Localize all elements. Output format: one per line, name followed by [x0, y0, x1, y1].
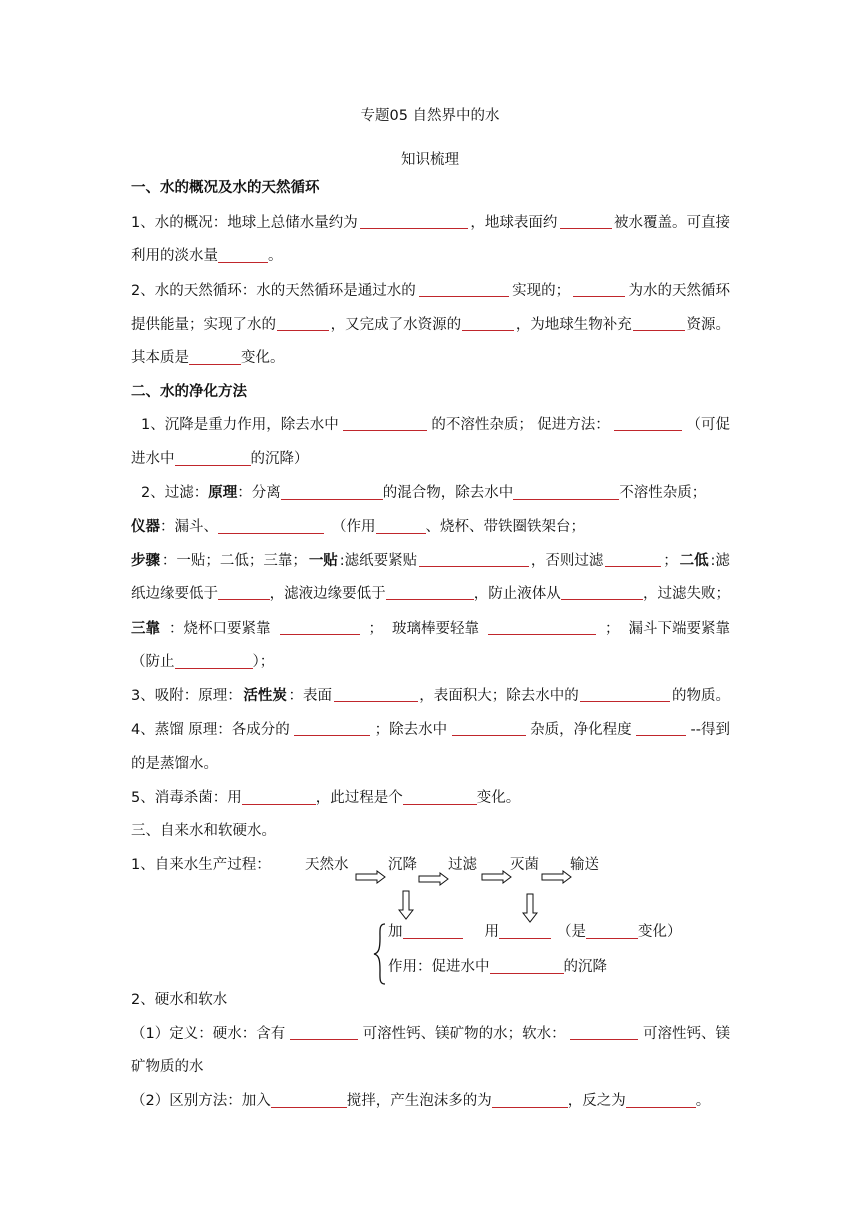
text: 玻璃棒要轻靠 [392, 621, 479, 637]
text: 不溶性杂质； [619, 485, 707, 501]
flow-step: 天然水 [305, 857, 349, 873]
flow-label: 1、自来水生产过程： [131, 857, 271, 873]
text: 利用的淡水量 [131, 248, 218, 264]
text: 5、消毒杀菌：用 [131, 790, 242, 806]
section-heading-3: 三、自来水和软硬水。 [131, 823, 276, 839]
down-arrow-icon [398, 890, 414, 920]
flow-step: 沉降 [388, 857, 417, 873]
blank [462, 315, 514, 331]
flow-sub-line [388, 957, 607, 977]
blank [218, 247, 268, 263]
text: 的沉降 [563, 959, 607, 975]
blank [561, 584, 643, 600]
text: 可溶性钙、镁矿物的水；软水： [362, 1026, 566, 1042]
text: ，地球表面约 [470, 215, 558, 231]
text: 的物质。 [671, 688, 730, 704]
paragraph-line [131, 348, 285, 368]
blank [189, 349, 241, 365]
text: ，否则过滤 [530, 553, 604, 569]
paragraph-line [131, 1024, 730, 1044]
down-arrow-icon [522, 893, 538, 923]
text: 作用：促进水中 [388, 959, 490, 975]
paragraph-line [131, 415, 730, 435]
text: ； [663, 553, 678, 569]
text: 2、过滤： [141, 485, 209, 501]
text: ：烧杯口要紧靠 [169, 621, 271, 637]
paragraph-line [131, 720, 730, 740]
subsection-heading: 2、硬水和软水 [131, 992, 228, 1008]
text: 步骤 [131, 553, 160, 569]
text: 1、水的概况：地球上总储水量约为 [131, 215, 358, 231]
text: 进水中 [131, 451, 175, 467]
text: 促进方法： [537, 417, 610, 433]
text: 3、吸附：原理： [131, 688, 242, 704]
blank [419, 551, 529, 567]
blank [294, 720, 370, 736]
text: :滤纸要紧贴 [339, 553, 418, 569]
paragraph-line [131, 315, 730, 335]
blank [605, 551, 661, 567]
flow-step: 输送 [570, 857, 599, 873]
text: ，防止液体从 [473, 586, 561, 602]
blank [560, 213, 612, 229]
text: 变化。 [241, 350, 285, 366]
text: 仪器 [131, 519, 160, 535]
blank [290, 1024, 358, 1040]
paragraph-line [131, 517, 585, 537]
blank [586, 923, 638, 939]
text: 原理：各成分的 [188, 722, 290, 738]
text: 1、沉降是重力作用，除去水中 [141, 417, 339, 433]
text: ； [605, 621, 620, 637]
paragraph-line [131, 483, 706, 503]
blank [386, 584, 474, 600]
text: 用 [484, 924, 499, 940]
paragraph-line [131, 213, 730, 233]
text: 被水覆盖。可直接 [613, 215, 730, 231]
text: （可促 [686, 417, 730, 433]
text: ：漏斗、 [160, 519, 218, 535]
text: ，滤液边缘要低于 [269, 586, 386, 602]
blank [218, 518, 324, 534]
blank [573, 281, 625, 297]
text: ：分离 [237, 485, 281, 501]
right-arrow-icon [418, 872, 450, 886]
text: 搅拌，产生泡沫多的为 [346, 1093, 492, 1109]
blank [492, 1092, 568, 1108]
text: ； [368, 621, 383, 637]
blank [277, 315, 329, 331]
blank [419, 281, 509, 297]
paragraph-line [131, 584, 730, 604]
blank [376, 518, 426, 534]
text: 漏斗下端要紧靠 [628, 621, 730, 637]
right-arrow-icon [541, 870, 573, 884]
flow-sub-line [388, 922, 682, 942]
blank [280, 619, 360, 635]
flow-step: 过滤 [448, 857, 477, 873]
text: --得到 [690, 722, 730, 738]
text: （防止 [131, 654, 175, 670]
text: 变化。 [476, 790, 521, 806]
text: （1）定义：硬水：含有 [131, 1026, 286, 1042]
blank [499, 923, 551, 939]
text: 其本质是 [131, 350, 189, 366]
page-subtitle: 知识梳理 [401, 152, 459, 168]
paragraph-line [131, 619, 730, 639]
paragraph-line [131, 551, 730, 571]
text: 资源。 [686, 317, 730, 333]
blank [242, 789, 316, 805]
text: 二低 [679, 553, 709, 569]
text: 杂质，净化程度 [530, 722, 632, 738]
blank [175, 653, 253, 669]
text: 、烧杯、带铁圈铁架台； [425, 519, 585, 535]
text: 为水的天然循环 [628, 283, 730, 299]
paragraph-line [131, 652, 274, 672]
text: ，为地球生物补充 [515, 317, 632, 333]
blank [490, 958, 564, 974]
blank [513, 484, 619, 500]
blank [633, 315, 685, 331]
right-arrow-icon [481, 870, 513, 884]
blank [271, 1092, 347, 1108]
text: 加 [388, 924, 403, 940]
blank [360, 213, 468, 229]
text: ，此过程是个 [315, 790, 403, 806]
blank [403, 789, 477, 805]
text: ；除去水中 [374, 722, 448, 738]
text: ：一贴；二低；三靠； [161, 553, 307, 569]
text: 变化） [638, 924, 682, 940]
blank [614, 415, 682, 431]
curly-brace-icon [372, 922, 388, 986]
text: 的混合物，除去水中 [382, 485, 514, 501]
text: 三靠 [131, 621, 160, 637]
blank [452, 720, 526, 736]
blank [636, 720, 686, 736]
text: 的不溶性杂质； [431, 417, 533, 433]
paragraph-line [131, 246, 283, 266]
text: 。 [695, 1093, 711, 1109]
page-title: 专题05 自然界中的水 [360, 108, 500, 124]
text: ，又完成了水资源的 [330, 317, 462, 333]
text: 可溶性钙、镁 [642, 1026, 730, 1042]
paragraph-line [131, 281, 730, 301]
text: 纸边缘要低于 [131, 586, 218, 602]
text: 一贴 [308, 553, 338, 569]
blank [403, 923, 463, 939]
blank [175, 450, 251, 466]
text: （2）区别方法：加入 [131, 1093, 271, 1109]
blank [570, 1024, 638, 1040]
paragraph-line [131, 686, 730, 706]
text: ，表面积大；除去水中的 [419, 688, 579, 704]
paragraph-line: 矿物质的水 [131, 1059, 204, 1075]
text: ）； [252, 654, 275, 670]
blank [580, 686, 670, 702]
right-arrow-icon [355, 870, 387, 884]
text: 活性炭 [243, 688, 287, 704]
paragraph-line: 的是蒸馏水。 [131, 756, 218, 772]
text: 提供能量；实现了水的 [131, 317, 276, 333]
blank [488, 619, 596, 635]
paragraph-line [131, 788, 520, 808]
text: （作用 [332, 519, 376, 535]
text: 原理 [208, 485, 238, 501]
blank [281, 484, 383, 500]
text: 的沉降） [250, 451, 309, 467]
paragraph-line [131, 1091, 710, 1111]
blank [218, 584, 270, 600]
section-heading-1: 一、水的概况及水的天然循环 [131, 180, 320, 196]
text: ，过滤失败； [643, 586, 730, 602]
text: 2、水的天然循环：水的天然循环是通过水的 [131, 283, 416, 299]
paragraph-line [131, 449, 309, 469]
text: ，反之为 [567, 1093, 626, 1109]
text: 。 [268, 248, 283, 264]
text: :滤 [710, 553, 730, 569]
flow-step: 灭菌 [510, 857, 539, 873]
section-heading-2: 二、水的净化方法 [131, 384, 247, 400]
blank [334, 686, 418, 702]
blank [626, 1092, 696, 1108]
text: 实现的； [512, 283, 571, 299]
text: 4、蒸馏 [131, 722, 184, 738]
blank [343, 415, 427, 431]
text: ：表面 [288, 688, 332, 704]
text: （是 [557, 924, 586, 940]
